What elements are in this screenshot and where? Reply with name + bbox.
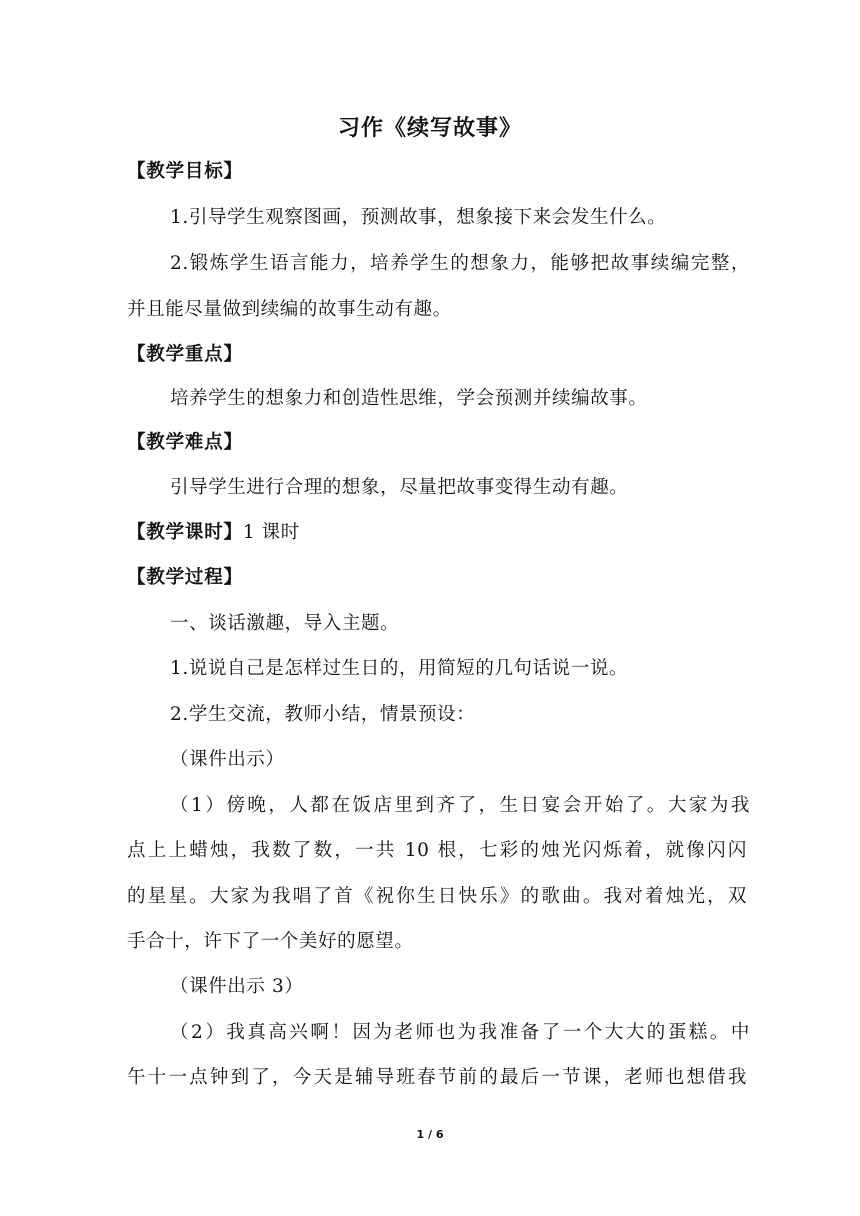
document-title: 习作《续写故事》 [337, 116, 522, 141]
key-points-text: 培养学生的想象力和创造性思维，学会预测并续编故事。 [170, 388, 648, 409]
hours-value: 1 课时 [242, 522, 300, 543]
key-points-heading: 【教学重点】 [127, 344, 243, 365]
para-1-line-3: 的星星。大家为我唱了首《祝你生日快乐》的歌曲。我对着烛光，双 [127, 886, 747, 907]
process-step-2: 2.学生交流，教师小结，情景预设： [170, 704, 476, 725]
courseware-label-1: （课件出示） [170, 749, 285, 770]
para-2-line-2: 午十一点钟到了，今天是辅导班春节前的最后一节课，老师也想借我 [127, 1067, 747, 1088]
objective-item-2-line-1: 2.锻炼学生语言能力，培养学生的想象力，能够把故事续编完整， [170, 253, 750, 274]
hours-row [127, 518, 747, 548]
courseware-label-3: （课件出示 3） [170, 976, 304, 997]
difficulties-heading: 【教学难点】 [127, 432, 243, 453]
process-step-1: 1.说说自己是怎样过生日的，用简短的几句话说一说。 [170, 658, 629, 679]
objective-item-2-line-2: 并且能尽量做到续编的故事生动有趣。 [127, 299, 452, 320]
objective-item-1: 1.引导学生观察图画，预测故事，想象接下来会发生什么。 [170, 207, 667, 228]
para-2-line-1: （2）我真高兴啊！因为老师也为我准备了一个大大的蛋糕。中 [170, 1022, 750, 1043]
para-1-line-2: 点上上蜡烛，我数了数，一共 10 根，七彩的烛光闪烁着，就像闪闪 [127, 840, 747, 861]
process-heading: 【教学过程】 [127, 567, 243, 588]
process-section-1: 一、谈话激趣，导入主题。 [170, 613, 400, 634]
objectives-heading: 【教学目标】 [127, 161, 243, 182]
hours-heading: 【教学课时】 [127, 522, 243, 543]
page-number: 1 / 6 [416, 1128, 444, 1141]
difficulties-text: 引导学生进行合理的想象，尽量把故事变得生动有趣。 [170, 477, 629, 498]
para-1-line-4: 手合十，许下了一个美好的愿望。 [127, 931, 414, 952]
para-1-line-1: （1）傍晚，人都在饭店里到齐了，生日宴会开始了。大家为我 [170, 795, 750, 816]
